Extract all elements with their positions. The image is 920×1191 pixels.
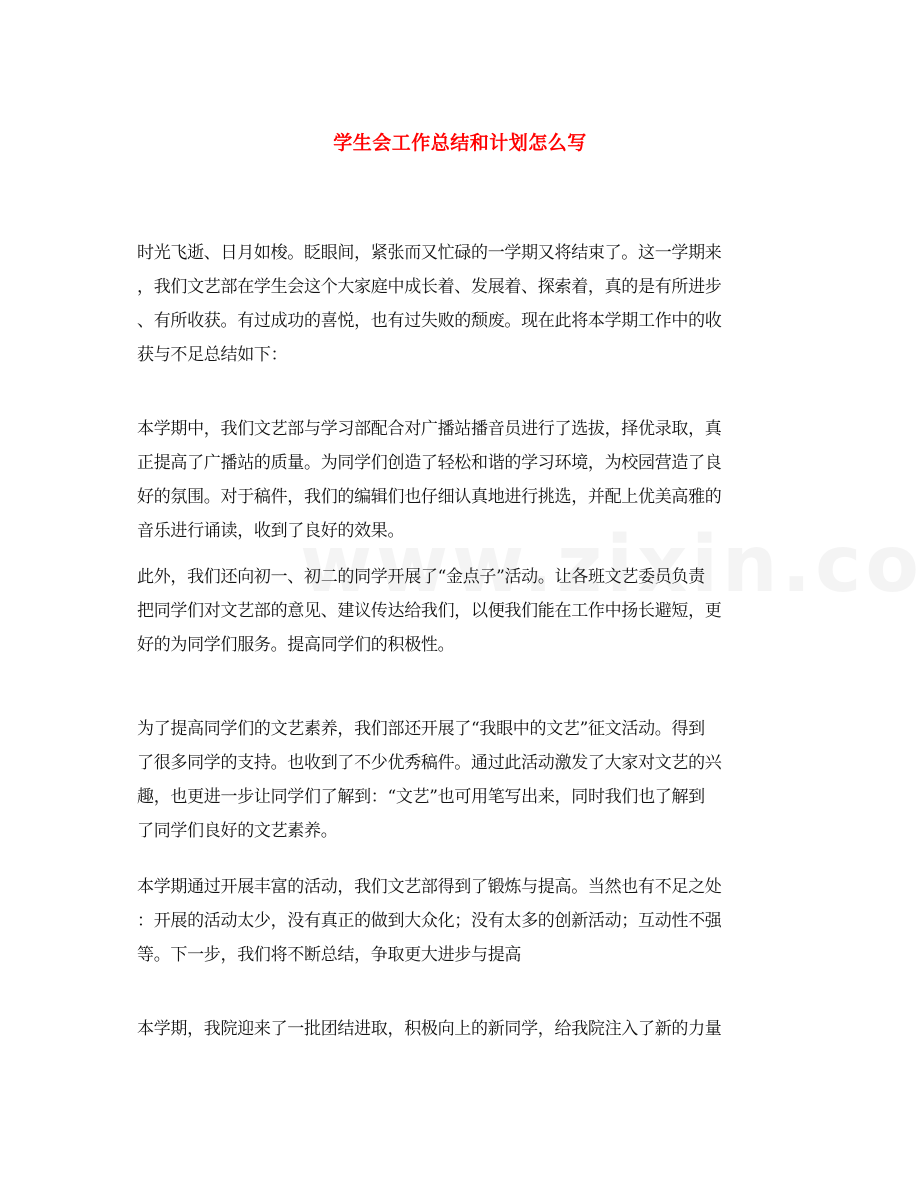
text-line: 、有所收获。有过成功的喜悦，也有过失败的颓废。现在此将本学期工作中的收 (137, 311, 722, 331)
text-line: 此外，我们还向初一、初二的同学开展了“金点子”活动。让各班文艺委员负责 (137, 567, 705, 587)
document-title: 学生会工作总结和计划怎么写 (333, 132, 587, 154)
text-line: 好的为同学们服务。提高同学们的积极性。 (137, 635, 455, 655)
text-line: 了很多同学的支持。也收到了不少优秀稿件。通过此活动激发了大家对文艺的兴 (137, 753, 722, 773)
paragraph-broadcast (137, 412, 787, 548)
text-line: 了同学们良好的文艺素养。 (137, 821, 338, 841)
text-line: 时光飞逝、日月如梭。眨眼间，紧张而又忙碌的一学期又将结束了。这一学期来 (137, 243, 722, 263)
text-line: ：开展的活动太少，没有真正的做到大众化；没有太多的创新活动；互动性不强 (137, 911, 722, 931)
text-line: 等。下一步，我们将不断总结，争取更大进步与提高 (137, 945, 522, 965)
paragraph-summary (137, 870, 787, 972)
text-line: 本学期中，我们文艺部与学习部配合对广播站播音员进行了选拔，择优录取，真 (137, 419, 722, 439)
text-line: 本学期，我院迎来了一批团结进取，积极向上的新同学，给我院注入了新的力量 (137, 1019, 722, 1039)
text-line: 获与不足总结如下： (137, 345, 288, 365)
text-line: ，我们文艺部在学生会这个大家庭中成长着、发展着、探索着，真的是有所进步 (137, 277, 722, 297)
text-line: 趣，也更进一步让同学们了解到：“文艺”也可用笔写出来，同时我们也了解到 (137, 787, 705, 807)
text-line: 本学期通过开展丰富的活动，我们文艺部得到了锻炼与提高。当然也有不足之处 (137, 877, 722, 897)
text-line: 把同学们对文艺部的意见、建议传达给我们，以便我们能在工作中扬长避短，更 (137, 601, 722, 621)
paragraph-essay-activity (137, 712, 787, 848)
text-line: 好的氛围。对于稿件，我们的编辑们也仔细认真地进行挑选，并配上优美高雅的 (137, 487, 722, 507)
paragraph-new-students (137, 1012, 787, 1046)
text-line: 正提高了广播站的质量。为同学们创造了轻松和谐的学习环境，为校园营造了良 (137, 453, 722, 473)
paragraph-intro (137, 236, 787, 372)
paragraph-golden-idea (137, 560, 787, 662)
text-line: 为了提高同学们的文艺素养，我们部还开展了“我眼中的文艺”征文活动。得到 (137, 719, 705, 739)
text-line: 音乐进行诵读，收到了良好的效果。 (137, 521, 405, 541)
